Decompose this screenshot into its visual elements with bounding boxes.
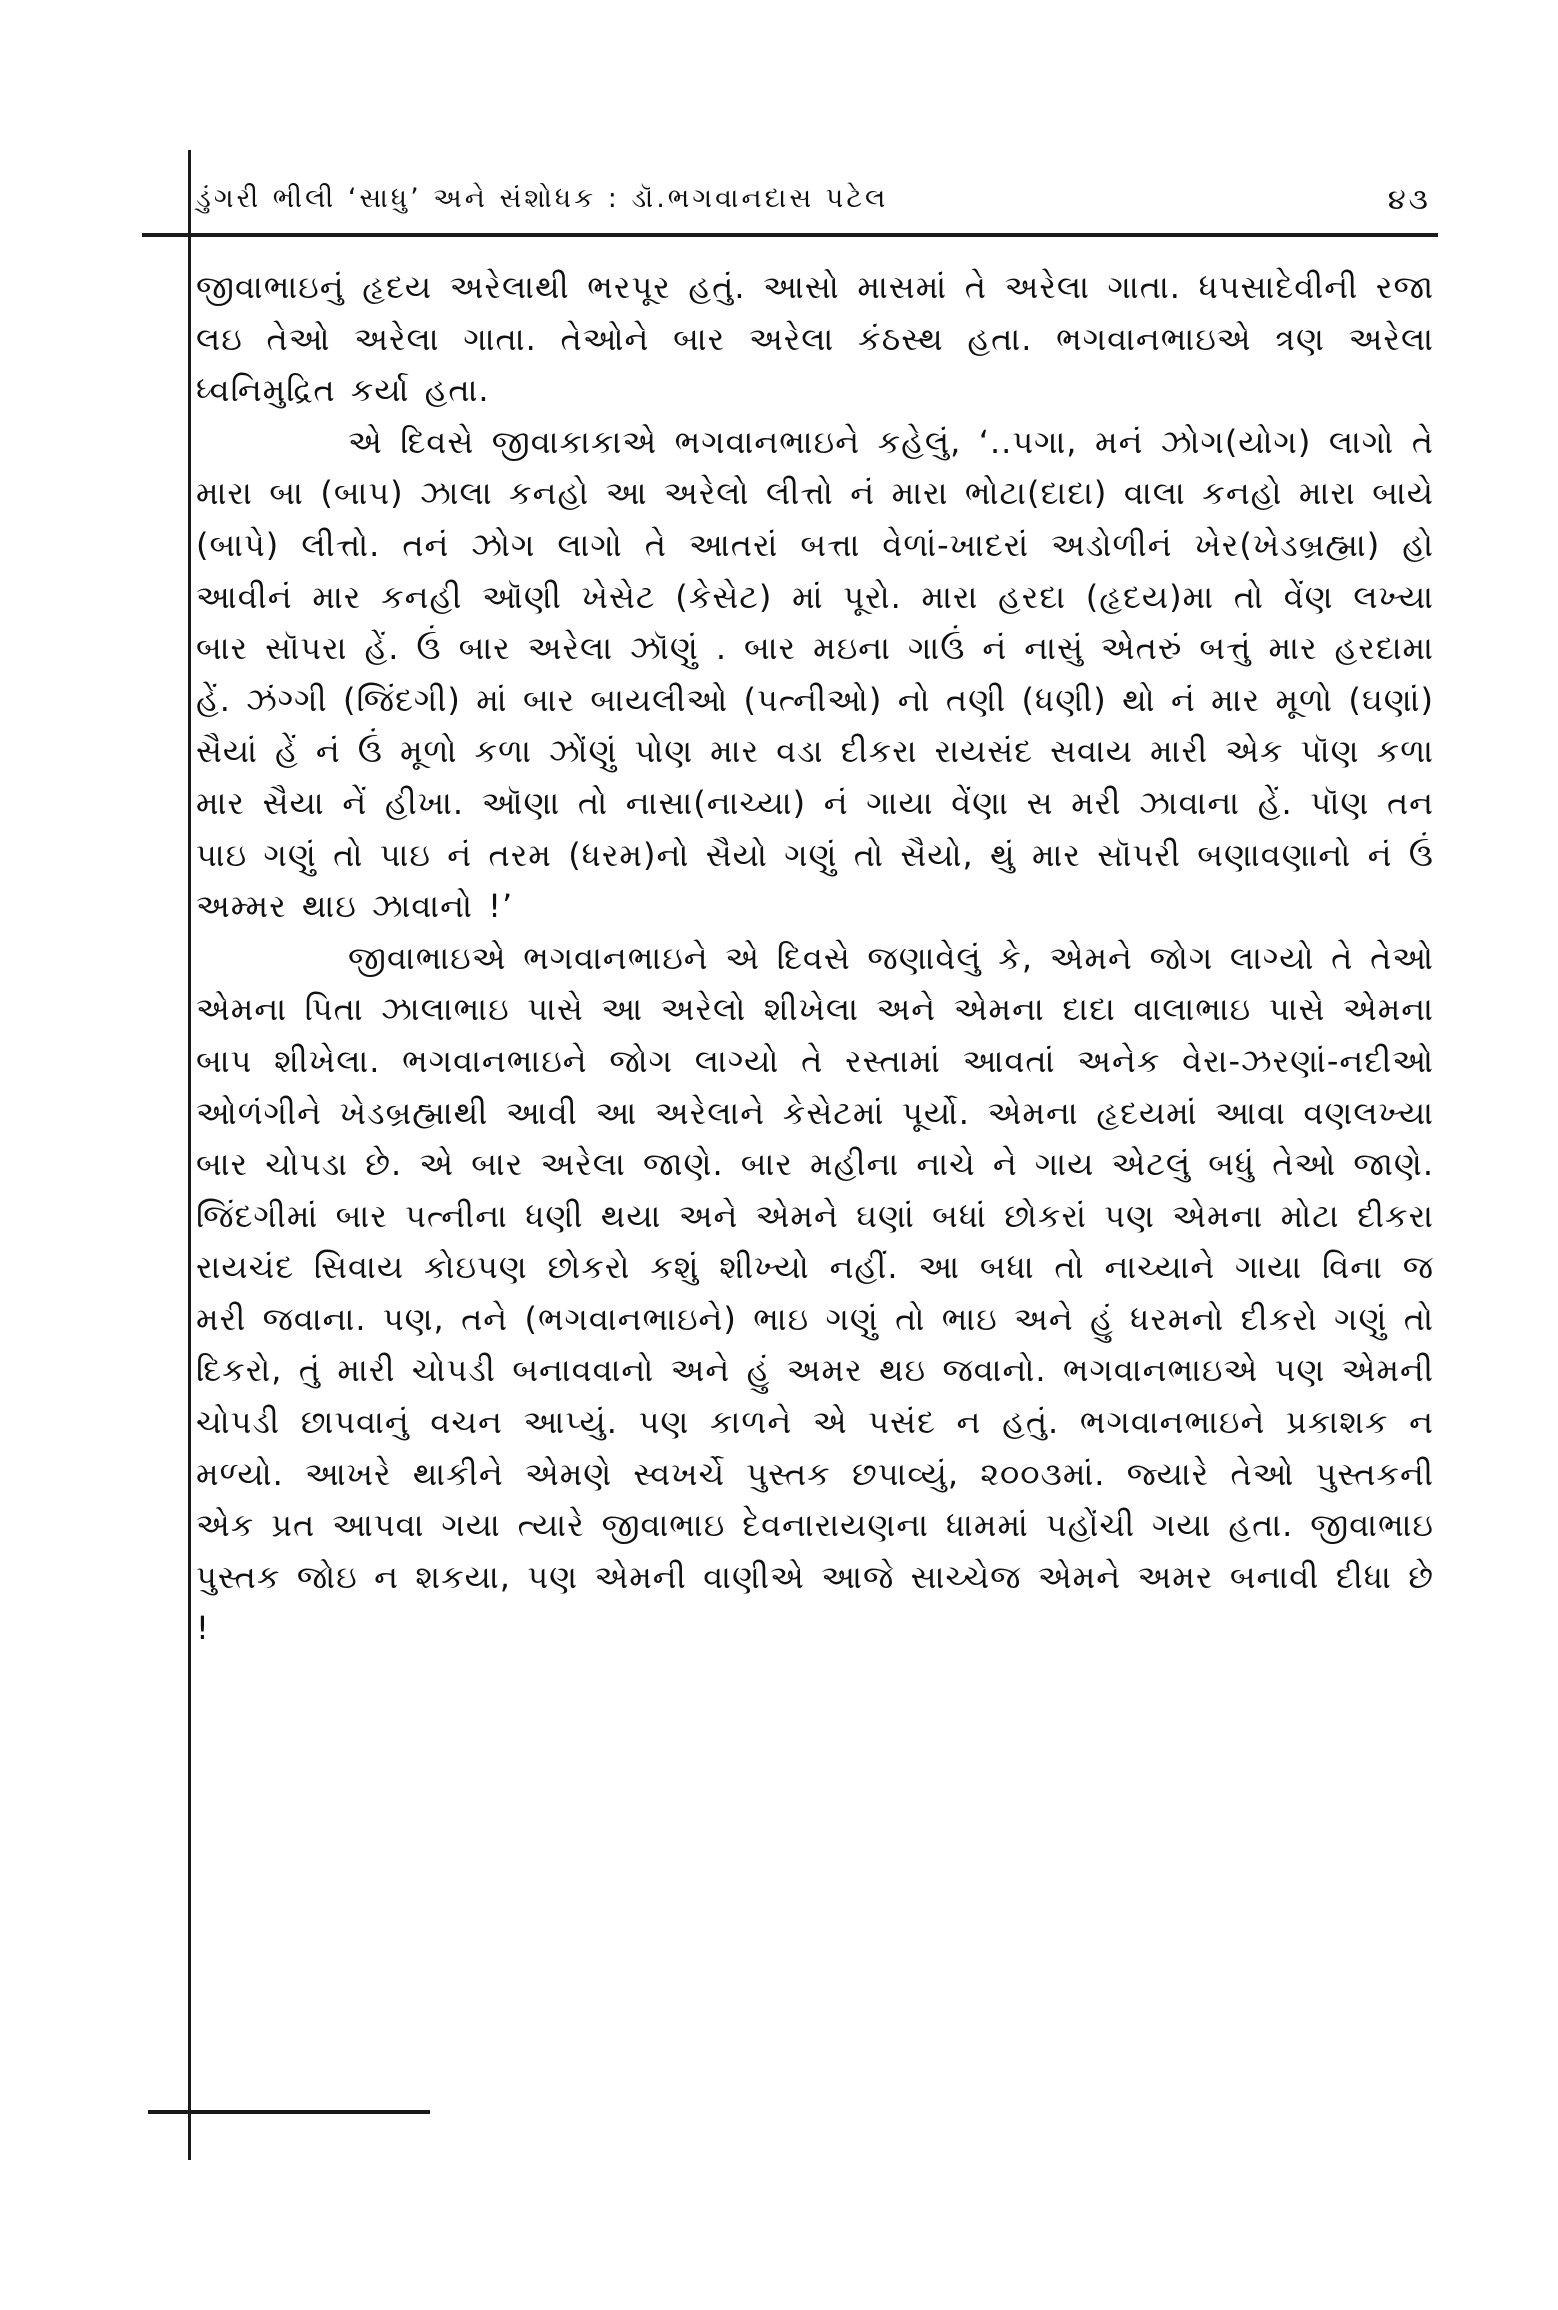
footer-rule — [148, 2110, 430, 2114]
running-header — [196, 174, 1431, 224]
paragraph: એ દિવસે જીવાકાકાએ ભગવાનભાઇને કહેલું, ‘..પગા, મનં ઝોગ(યોગ) લાગો તે મારા બા (બાપ) ઝાલા કનહો આ અરેલો લીત્તો નં મારા ભોટા(દાદા) વાલા કનહો મારા બાયે (બાપે) લીત્તો. તનં ઝોગ લાગો તે આતરાં બત્તા વેળાં-ખાદરાં અડોળીનં ખેર(ખેડબ્રહ્મા) હો આવીનં માર કનહી ઑણી ખેસેટ (કેસેટ) માં પૂરો. મારા હરદા (હૃદય)મા તો વેંણ લખ્યા બાર સૉપરા હેં. ઉં બાર અરેલા ઝૉણું . બાર મઇના ગાઉં નં નાસું એતરું બત્તું માર હરદામા હેં. ઝંગ્ગી (જિંદગી) માં બાર બાયલીઓ (પત્નીઓ) નો તણી (ધણી) થો નં માર મૂળો (ઘણાં) સૈયાં હેં નં ઉં મૂળો કળા ઝોંણું પોણ માર વડા દીકરા રાયસંદ સવાય મારી એક પૉણ કળા માર સૈયા નેં હીખા. ઑણા તો નાસા(નાચ્યા) નં ગાયા વેંણા સ મરી ઝાવાના હેં. પૉણ તન પાઇ ગણું તો પાઇ નં તરમ (ધરમ)નો સૈયો ગણું તો સૈયો, થું માર સૉપરી બણાવણાનો નં ઉં અમ્મર થાઇ ઝાવાનો !’ — [196, 422, 1434, 926]
page-number: ૪૩ — [1387, 182, 1431, 216]
left-margin-rule — [188, 150, 191, 2160]
running-header-title: ડુંગરી ભીલી ‘સાધુ’ અને સંશોધક : ડૉ.ભગવાનદાસ પટેલ — [196, 183, 889, 214]
paragraph: જીવાભાઇનું હૃદય અરેલાથી ભરપૂર હતું. આસો માસમાં તે અરેલા ગાતા. ધપસાદેવીની રજા લઇ તેઓ અરેલા ગાતા. તેઓને બાર અરેલા કંઠસ્થ હતા. ભગવાનભાઇએ ત્રણ અરેલા ધ્વનિમુદ્રિત કર્યા હતા. — [196, 268, 1434, 410]
paragraph: જીવાભાઇએ ભગવાનભાઇને એ દિવસે જણાવેલું કે, એમને જોગ લાગ્યો તે તેઓ એમના પિતા ઝાલાભાઇ પાસે આ અરેલો શીખેલા અને એમના દાદા વાલાભાઇ પાસે એમના બાપ શીખેલા. ભગવાનભાઇને જોગ લાગ્યો તે રસ્તામાં આવતાં અનેક વેરા-ઝરણાં-નદીઓ ઓળંગીને ખેડબ્રહ્માથી આવી આ અરેલાને કેસેટમાં પૂર્યો. એમના હૃદયમાં આવા વણલખ્યા બાર ચોપડા છે. એ બાર અરેલા જાણે. બાર મહીના નાચે ને ગાય એટલું બધું તેઓ જાણે. જિંદગીમાં બાર પત્નીના ધણી થયા અને એમને ઘણાં બધાં છોકરાં પણ એમના મોટા દીકરા રાયચંદ સિવાય કોઇપણ છોકરો કશું શીખ્યો નહીં. આ બધા તો નાચ્યાને ગાયા વિના જ મરી જવાના. પણ, તને (ભગવાનભાઇને) ભાઇ ગણું તો ભાઇ અને હું ધરમનો દીકરો ગણું તો દિકરો, તું મારી ચોપડી બનાવવાનો અને હું અમર થઇ જવાનો. ભગવાનભાઇએ પણ એમની ચોપડી છાપવાનું વચન આપ્યું. પણ કાળને એ પસંદ ન હતું. ભગવાનભાઇને પ્રકાશક ન મળ્યો. આખરે થાકીને એમણે સ્વખર્ચે પુસ્તક છપાવ્યું, ૨૦૦૩માં. જ્યારે તેઓ પુસ્તકની એક પ્રત આપવા ગયા ત્યારે જીવાભાઇ દેવનારાયણના ધામમાં પહોંચી ગયા હતા. જીવાભાઇ પુસ્તક જોઇ ન શકયા, પણ એમની વાણીએ આજે સાચ્ચેજ એમને અમર બનાવી દીધા છે ! — [196, 938, 1434, 1648]
header-underline-rule — [142, 233, 1438, 237]
body-text — [196, 262, 1434, 1655]
